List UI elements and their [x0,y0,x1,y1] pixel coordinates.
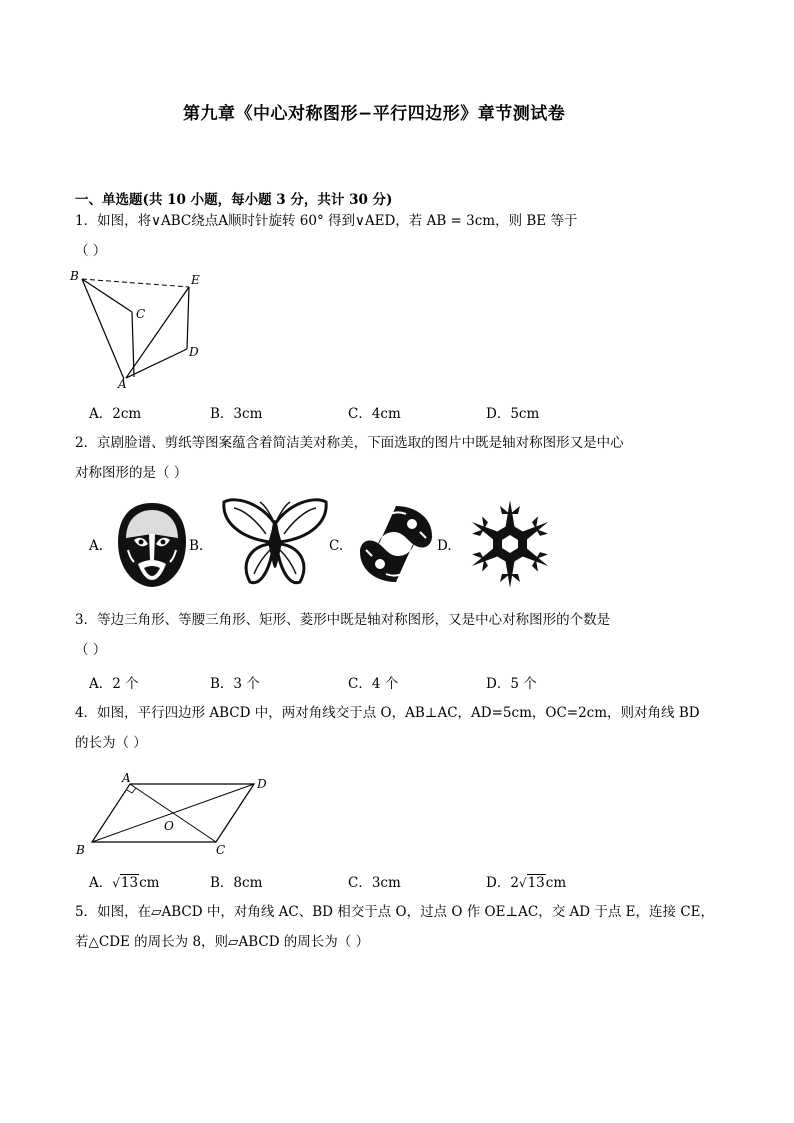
q1-label-b: B [70,269,79,283]
q4-label-o: O [164,819,174,833]
q2-option-d: D. [437,538,452,554]
q1-line-EA [126,287,189,378]
q1-paren: （ ） [75,243,107,259]
q4-label-c: C [216,843,226,857]
q4-label-b: B [76,843,85,857]
q3-option-c: C．4 个 [348,676,399,692]
q4-label-a: A [122,771,131,785]
q1-option-a: A．2cm [89,406,142,422]
q1-label-a: A [118,377,127,391]
q1-line-BE [82,279,189,287]
q4-option-a-radicand: 13 [120,875,139,891]
q3-paren: （ ） [75,642,107,658]
q4-option-d-radicand: 13 [527,875,545,891]
opera-mask-image [116,500,188,590]
q4-diagonal-bd [92,784,254,842]
q4-line2: 的长为（ ） [75,735,147,751]
q4-label-d: D [257,777,267,791]
section-title: 一、单选题(共 10 小题，每小题 3 分，共计 30 分) [75,192,393,208]
q1-label-d: D [189,345,199,359]
q1-option-d: D．5cm [486,406,540,422]
q2-option-b: B. [189,538,204,554]
q4-option-a-prefix: A． [89,875,113,891]
q1-label-c: C [136,307,146,321]
papercut-fish-image [356,502,436,586]
q1-option-c: C．4cm [348,406,401,422]
q1-figure [62,262,222,392]
q5-line1: 5．如图，在▱ABCD 中，对角线 AC、BD 相交于点 O，过点 O 作 OE⊥AC，交 AD 于点 E，连接 CE， [75,904,715,920]
q4-line1: 4．如图，平行四边形 ABCD 中，两对角线交于点 O，AB⊥AC，AD=5cm，OC=2cm，则对角线 BD [75,705,700,721]
q3-option-a: A．2 个 [89,676,139,692]
q3-option-d: D．5 个 [486,676,537,692]
q2-line2: 对称图形的是（ ） [75,465,188,481]
q1-label-e: E [191,273,200,287]
q4-figure [70,766,280,862]
q4-option-a: A．√13cm [89,875,160,891]
q2-option-c: C. [329,538,344,554]
q3-option-b: B．3 个 [210,676,260,692]
q1-line-DA [126,349,187,378]
q1-option-b: B．3cm [210,406,263,422]
q4-option-d: D．2√13cm [486,875,567,891]
q4-option-d-unit: cm [545,875,567,891]
snowflake-image [464,498,556,590]
q4-right-angle-mark [127,788,136,793]
butterfly-image [220,494,330,590]
q1-line-BA [82,279,124,379]
q1-line-ED [187,287,189,349]
q2-option-a: A. [89,538,104,554]
q4-option-b: B．8cm [210,875,263,891]
q4-option-d-prefix: D．2 [486,875,519,891]
q3-line1: 3．等边三角形、等腰三角形、矩形、菱形中既是轴对称图形，又是中心对称图形的个数是 [75,612,611,628]
page-title: 第九章《中心对称图形−平行四边形》章节测试卷 [183,104,566,124]
q5-line2: 若△CDE 的周长为 8，则▱ABCD 的周长为（ ） [75,934,370,950]
q4-option-a-unit: cm [139,875,160,891]
q1-text: 1．如图，将∨ABC绕点A顺时针旋转 60° 得到∨AED，若 AB = 3cm，则 BE 等于 [75,213,578,229]
q4-option-c: C．3cm [348,875,401,891]
q2-line1: 2．京剧脸谱、剪纸等图案蕴含着简洁美对称美，下面选取的图片中既是轴对称图形又是中心 [75,435,624,451]
